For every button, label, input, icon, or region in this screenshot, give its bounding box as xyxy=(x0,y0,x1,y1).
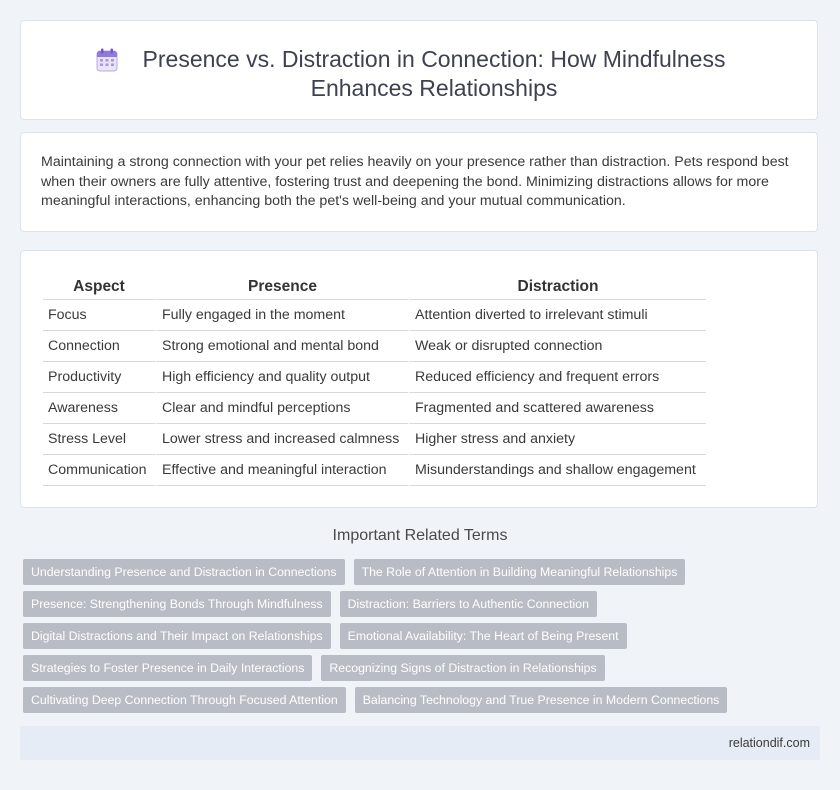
column-header-distraction: Distraction xyxy=(408,275,706,300)
tag-row xyxy=(23,623,823,649)
table-cell: Clear and mindful perceptions xyxy=(155,393,408,424)
related-terms-list xyxy=(23,559,823,719)
related-terms-heading: Important Related Terms xyxy=(332,527,508,544)
tag-row xyxy=(23,559,823,585)
table-header-row xyxy=(43,275,706,300)
related-term-tag[interactable]: Presence: Strengthening Bonds Through Mindfulness xyxy=(23,591,331,617)
table-cell: Awareness xyxy=(43,393,155,424)
table-row xyxy=(43,300,706,331)
related-term-tag[interactable]: Understanding Presence and Distraction in Connections xyxy=(23,559,345,585)
intro-paragraph: Maintaining a strong connection with your pet relies heavily on your presence rather than distraction. Pets respond best when their owners are fully attentive, fostering trust and deepening the bond. Minimizing distractions allows for more meaningful interactions, enhancing both the pet's well-being and your mutual communication. xyxy=(41,154,789,209)
column-header-aspect: Aspect xyxy=(43,275,155,300)
footer-site-link[interactable]: relationdif.com xyxy=(728,736,810,750)
related-term-tag[interactable]: Distraction: Barriers to Authentic Connection xyxy=(340,591,597,617)
table-cell: Higher stress and anxiety xyxy=(408,424,706,455)
table-row xyxy=(43,455,706,486)
comparison-card xyxy=(20,250,818,508)
tag-row xyxy=(23,655,823,681)
table-cell: Reduced efficiency and frequent errors xyxy=(408,362,706,393)
related-term-tag[interactable]: Emotional Availability: The Heart of Being Present xyxy=(340,623,627,649)
table-cell: Effective and meaningful interaction xyxy=(155,455,408,486)
table-cell: Communication xyxy=(43,455,155,486)
table-row xyxy=(43,393,706,424)
tag-row xyxy=(23,687,823,713)
related-term-tag[interactable]: Cultivating Deep Connection Through Focused Attention xyxy=(23,687,346,713)
table-cell: Misunderstandings and shallow engagement xyxy=(408,455,706,486)
table-cell: Connection xyxy=(43,331,155,362)
table-row xyxy=(43,362,706,393)
related-term-tag[interactable]: The Role of Attention in Building Meaningful Relationships xyxy=(354,559,686,585)
table-cell: Attention diverted to irrelevant stimuli xyxy=(408,300,706,331)
table-cell: Productivity xyxy=(43,362,155,393)
table-cell: Fragmented and scattered awareness xyxy=(408,393,706,424)
table-row xyxy=(43,331,706,362)
table-cell: Lower stress and increased calmness xyxy=(155,424,408,455)
related-term-tag[interactable]: Strategies to Foster Presence in Daily Interactions xyxy=(23,655,312,681)
related-term-tag[interactable]: Digital Distractions and Their Impact on Relationships xyxy=(23,623,331,649)
table-cell: Stress Level xyxy=(43,424,155,455)
table-cell: Strong emotional and mental bond xyxy=(155,331,408,362)
table-cell: High efficiency and quality output xyxy=(155,362,408,393)
table-cell: Focus xyxy=(43,300,155,331)
header-card xyxy=(20,20,818,120)
table-row xyxy=(43,424,706,455)
related-term-tag[interactable]: Recognizing Signs of Distraction in Relationships xyxy=(321,655,604,681)
table-cell: Fully engaged in the moment xyxy=(155,300,408,331)
related-term-tag[interactable]: Balancing Technology and True Presence in Modern Connections xyxy=(355,687,728,713)
intro-card xyxy=(20,132,818,232)
comparison-table xyxy=(43,275,706,486)
table-cell: Weak or disrupted connection xyxy=(408,331,706,362)
tag-row xyxy=(23,591,823,617)
column-header-presence: Presence xyxy=(155,275,408,300)
page-title: Presence vs. Distraction in Connection: How Mindfulness Enhances Relationships xyxy=(142,46,726,101)
footer-bar xyxy=(20,726,820,760)
